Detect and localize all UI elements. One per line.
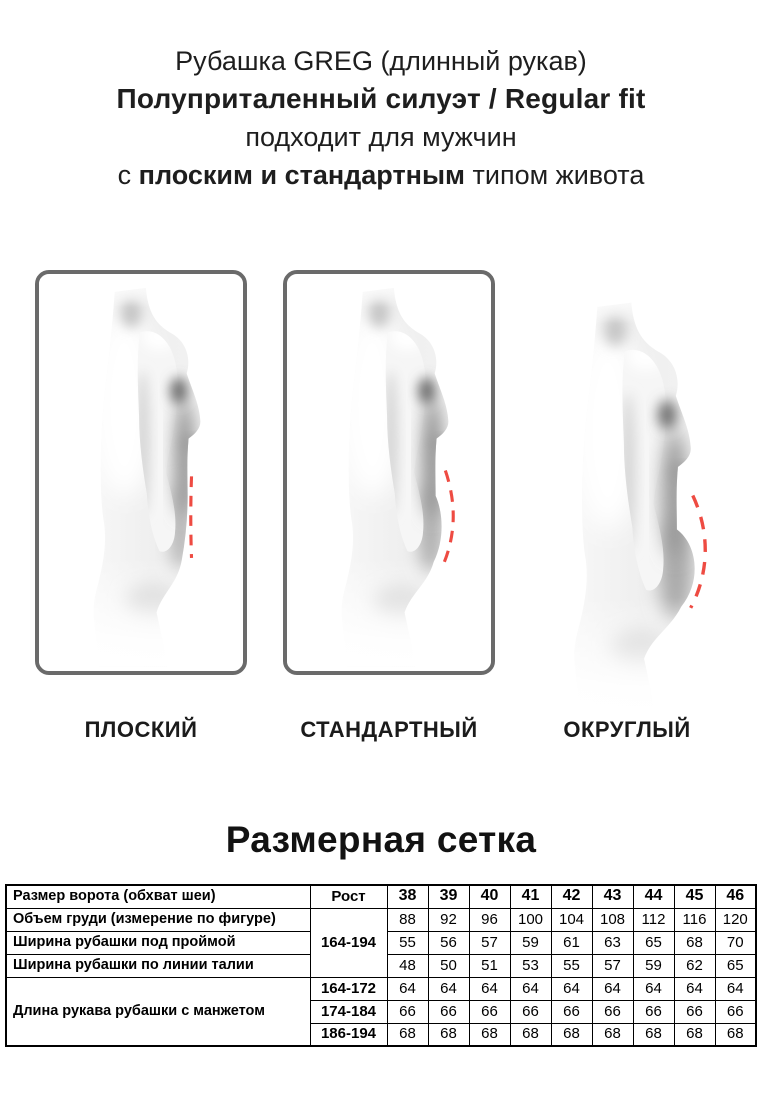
row-label: Ширина рубашки под проймой: [6, 931, 310, 954]
value-cell: 62: [674, 954, 715, 977]
value-cell: 66: [428, 1000, 469, 1023]
body-type-card-round: [521, 270, 733, 675]
torso-illustration-flat: [39, 274, 243, 671]
value-cell: 66: [469, 1000, 510, 1023]
value-cell: 57: [469, 931, 510, 954]
height-range-cell: 186-194: [310, 1023, 387, 1046]
body-type-label-standard: СТАНДАРТНЫЙ: [300, 717, 478, 742]
value-cell: 66: [715, 1000, 756, 1023]
value-cell: 64: [551, 977, 592, 1000]
body-type-round: [521, 270, 733, 743]
value-cell: 68: [510, 1023, 551, 1046]
size-column-header: 42: [551, 885, 592, 908]
value-cell: 88: [387, 908, 428, 931]
height-range-cell: 164-194: [310, 908, 387, 977]
value-cell: 64: [633, 977, 674, 1000]
body-type-label-round: ОКРУГЛЫЙ: [563, 717, 691, 742]
height-range-cell: 174-184: [310, 1000, 387, 1023]
value-cell: 48: [387, 954, 428, 977]
value-cell: 108: [592, 908, 633, 931]
value-cell: 64: [674, 977, 715, 1000]
belly-contour-dashed-line: [691, 496, 706, 608]
value-cell: 66: [551, 1000, 592, 1023]
value-cell: 104: [551, 908, 592, 931]
value-cell: 65: [633, 931, 674, 954]
value-cell: 66: [510, 1000, 551, 1023]
table-row: [6, 908, 756, 931]
value-cell: 68: [592, 1023, 633, 1046]
value-cell: 68: [469, 1023, 510, 1046]
value-cell: 120: [715, 908, 756, 931]
value-cell: 100: [510, 908, 551, 931]
size-column-header: 43: [592, 885, 633, 908]
body-type-label-flat: ПЛОСКИЙ: [84, 717, 198, 742]
value-cell: 96: [469, 908, 510, 931]
size-column-header: 41: [510, 885, 551, 908]
belly-type-text: [0, 156, 762, 194]
size-table: [5, 884, 757, 1047]
body-type-standard: [283, 270, 495, 743]
value-cell: 66: [633, 1000, 674, 1023]
page-header: [0, 0, 762, 194]
value-cell: 59: [633, 954, 674, 977]
value-cell: 64: [428, 977, 469, 1000]
torso-illustration-standard: [287, 274, 491, 671]
value-cell: 53: [510, 954, 551, 977]
value-cell: 92: [428, 908, 469, 931]
value-cell: 64: [592, 977, 633, 1000]
value-cell: 112: [633, 908, 674, 931]
size-column-header: 44: [633, 885, 674, 908]
row-label: Длина рукава рубашки с манжетом: [6, 977, 310, 1046]
value-cell: 55: [387, 931, 428, 954]
value-cell: 65: [715, 954, 756, 977]
value-cell: 68: [387, 1023, 428, 1046]
size-column-header: 39: [428, 885, 469, 908]
value-cell: 55: [551, 954, 592, 977]
fit-subtitle: Полуприталенный силуэт / Regular fit: [116, 83, 646, 114]
body-type-card-flat: [35, 270, 247, 675]
size-table-body: [6, 885, 756, 1046]
value-cell: 68: [715, 1023, 756, 1046]
value-cell: 64: [387, 977, 428, 1000]
value-cell: 66: [674, 1000, 715, 1023]
body-type-flat: [35, 270, 247, 743]
value-cell: 70: [715, 931, 756, 954]
size-column-header: 46: [715, 885, 756, 908]
row-label: Объем груди (измерение по фигуре): [6, 908, 310, 931]
value-cell: 68: [674, 1023, 715, 1046]
belly-contour-dashed-line: [191, 476, 192, 558]
body-type-card-standard: [283, 270, 495, 675]
value-cell: 64: [715, 977, 756, 1000]
body-types-row: [0, 270, 762, 743]
col-header-height: Рост: [310, 885, 387, 908]
table-header-row: [6, 885, 756, 908]
value-cell: 68: [551, 1023, 592, 1046]
value-cell: 61: [551, 931, 592, 954]
size-column-header: 40: [469, 885, 510, 908]
value-cell: 59: [510, 931, 551, 954]
size-grid-title: Размерная сетка: [225, 819, 537, 860]
table-row: [6, 977, 756, 1000]
suitability-text: подходит для мужчин: [245, 122, 517, 152]
value-cell: 50: [428, 954, 469, 977]
belly-type-suffix: типом живота: [465, 160, 645, 190]
value-cell: 66: [592, 1000, 633, 1023]
height-range-cell: 164-172: [310, 977, 387, 1000]
size-column-header: 38: [387, 885, 428, 908]
value-cell: 64: [510, 977, 551, 1000]
value-cell: 57: [592, 954, 633, 977]
value-cell: 68: [633, 1023, 674, 1046]
belly-type-bold: плоским и стандартным: [138, 160, 466, 190]
product-title: Рубашка GREG (длинный рукав): [175, 46, 587, 76]
value-cell: 66: [387, 1000, 428, 1023]
torso-illustration-round: [511, 292, 741, 716]
size-column-header: 45: [674, 885, 715, 908]
col-header-neck-size: Размер ворота (обхват шеи): [6, 885, 310, 908]
belly-contour-dashed-line: [444, 471, 453, 562]
value-cell: 68: [428, 1023, 469, 1046]
value-cell: 64: [469, 977, 510, 1000]
row-label: Ширина рубашки по линии талии: [6, 954, 310, 977]
value-cell: 51: [469, 954, 510, 977]
value-cell: 63: [592, 931, 633, 954]
value-cell: 116: [674, 908, 715, 931]
belly-type-prefix: с: [117, 160, 139, 190]
value-cell: 56: [428, 931, 469, 954]
value-cell: 68: [674, 931, 715, 954]
